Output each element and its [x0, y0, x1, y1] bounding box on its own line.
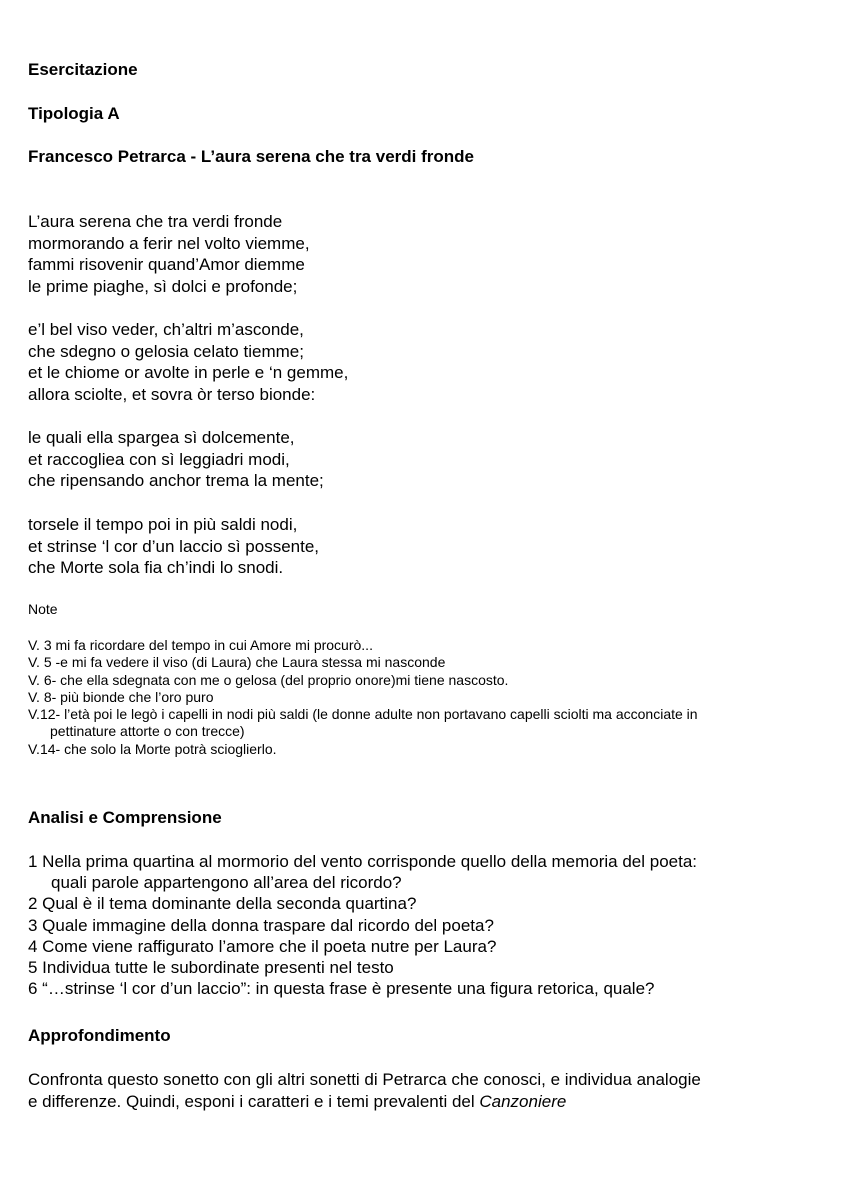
deepening-heading: Approfondimento — [28, 1026, 171, 1045]
note-item: V.12- l’età poi le legò i capelli in nodi più saldi (le donne adulte non portavano capelli sciolti ma acconciate in — [28, 706, 698, 723]
poem-line: che sdegno o gelosia celato tiemme; — [28, 341, 304, 361]
notes-list — [28, 637, 698, 758]
document-title: Esercitazione — [28, 60, 138, 79]
question-item: 4 Come viene raffigurato l’amore che il poeta nutre per Laura? — [28, 936, 497, 956]
poem-line: L’aura serena che tra verdi fronde — [28, 212, 283, 231]
poem-stanza-2 — [28, 319, 348, 405]
typology-heading: Tipologia A — [28, 104, 120, 123]
question-item: 3 Quale immagine della donna traspare dal ricordo del poeta? — [28, 915, 494, 935]
note-item: V. 3 mi fa ricordare del tempo in cui Amore mi procurò... — [28, 637, 373, 653]
deepening-line — [28, 1091, 701, 1113]
question-item-continuation: quali parole appartengono all’area del ricordo? — [51, 873, 402, 893]
note-item: V. 6- che ella sdegnata con me o gelosa (del proprio onore)mi tiene nascosto. — [28, 671, 509, 688]
poem-line: et raccogliea con sì leggiadri modi, — [28, 449, 290, 469]
poem-line: allora sciolte, et sovra òr terso bionde: — [28, 384, 316, 404]
question-item: 1 Nella prima quartina al mormorio del vento corrisponde quello della memoria del poeta: — [28, 852, 698, 871]
poem-line: et le chiome or avolte in perle e ‘n gemme, — [28, 363, 349, 382]
deepening-line: Confronta questo sonetto con gli altri sonetti di Petrarca che conosci, e individua analogie — [28, 1070, 701, 1089]
poem-line: le quali ella spargea sì dolcemente, — [28, 428, 295, 447]
poem-line: che Morte sola fia ch’indi lo snodi. — [28, 558, 284, 577]
note-item: V. 5 -e mi fa vedere il viso (di Laura) che Laura stessa mi nasconde — [28, 654, 446, 671]
deepening-paragraph — [28, 1069, 701, 1112]
poem-line: mormorando a ferir nel volto viemme, — [28, 233, 310, 253]
note-item: V.14- che solo la Morte potrà scioglierlo. — [28, 740, 277, 757]
questions-list — [28, 851, 697, 999]
poem-stanza-1 — [28, 211, 310, 297]
poem-line: torsele il tempo poi in più saldi nodi, — [28, 515, 298, 534]
poem-line: et strinse ‘l cor d’un laccio sì possente, — [28, 536, 320, 556]
poem-line: e’l bel viso veder, ch’altri m’asconde, — [28, 320, 304, 339]
notes-label: Note — [28, 601, 58, 617]
note-item-continuation: pettinature attorte o con trecce) — [50, 723, 245, 740]
work-title: Francesco Petrarca - L’aura serena che tra verdi fronde — [28, 147, 474, 166]
poem-line: che ripensando anchor trema la mente; — [28, 471, 324, 490]
poem-stanza-4 — [28, 514, 319, 579]
question-item: 6 “…strinse ‘l cor d’un laccio”: in questa frase è presente una figura retorica, quale? — [28, 979, 655, 999]
canzoniere-title: Canzoniere — [479, 1091, 567, 1111]
deepening-text: e differenze. Quindi, esponi i caratteri e i temi prevalenti del — [28, 1091, 480, 1111]
poem-line: le prime piaghe, sì dolci e profonde; — [28, 276, 298, 296]
poem-line: fammi risovenir quand’Amor diemme — [28, 255, 305, 274]
note-item: V. 8- più bionde che l’oro puro — [28, 688, 214, 705]
question-item: 2 Qual è il tema dominante della seconda quartina? — [28, 894, 417, 914]
question-item: 5 Individua tutte le subordinate presenti nel testo — [28, 958, 394, 978]
poem-stanza-3 — [28, 427, 324, 492]
analysis-heading: Analisi e Comprensione — [28, 808, 222, 827]
